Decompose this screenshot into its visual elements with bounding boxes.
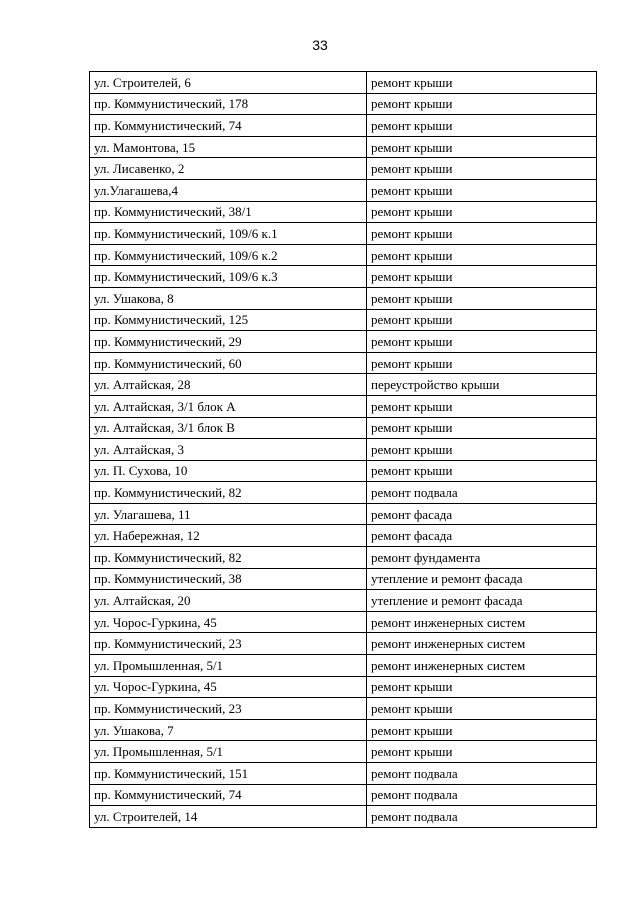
address-cell: пр. Коммунистический, 82 [90,482,367,504]
address-cell: ул. П. Сухова, 10 [90,460,367,482]
table-row [90,309,597,331]
work-type-cell: ремонт крыши [367,158,597,180]
work-type-cell: ремонт крыши [367,179,597,201]
work-type-cell: ремонт крыши [367,352,597,374]
address-cell: пр. Коммунистический, 60 [90,352,367,374]
address-cell: ул. Чорос-Гуркина, 45 [90,611,367,633]
work-type-cell: ремонт крыши [367,676,597,698]
table-row [90,719,597,741]
table-row [90,611,597,633]
work-type-cell: ремонт крыши [367,72,597,94]
address-cell: пр. Коммунистический, 23 [90,633,367,655]
work-type-cell: утепление и ремонт фасада [367,590,597,612]
address-cell: пр. Коммунистический, 109/6 к.2 [90,244,367,266]
work-type-cell: ремонт крыши [367,93,597,115]
repairs-table-body [90,72,597,828]
table-row [90,179,597,201]
address-cell: ул. Мамонтова, 15 [90,136,367,158]
table-row [90,676,597,698]
table-row [90,244,597,266]
work-type-cell: ремонт крыши [367,417,597,439]
work-type-cell: ремонт крыши [367,287,597,309]
table-row [90,158,597,180]
table-row [90,439,597,461]
address-cell: пр. Коммунистический, 109/6 к.1 [90,223,367,245]
address-cell: пр. Коммунистический, 74 [90,115,367,137]
table-row [90,417,597,439]
repairs-table [89,71,597,828]
address-cell: ул. Алтайская, 28 [90,374,367,396]
work-type-cell: утепление и ремонт фасада [367,568,597,590]
work-type-cell: ремонт инженерных систем [367,611,597,633]
table-row [90,331,597,353]
work-type-cell: ремонт крыши [367,698,597,720]
table-row [90,93,597,115]
address-cell: ул.Улагашева,4 [90,179,367,201]
address-cell: ул. Лисавенко, 2 [90,158,367,180]
address-cell: пр. Коммунистический, 109/6 к.3 [90,266,367,288]
work-type-cell: ремонт крыши [367,395,597,417]
work-type-cell: ремонт крыши [367,266,597,288]
table-row [90,568,597,590]
address-cell: пр. Коммунистический, 38/1 [90,201,367,223]
address-cell: ул. Чорос-Гуркина, 45 [90,676,367,698]
address-cell: ул. Алтайская, 3/1 блок В [90,417,367,439]
table-row [90,503,597,525]
work-type-cell: ремонт крыши [367,136,597,158]
address-cell: ул. Алтайская, 20 [90,590,367,612]
table-row [90,201,597,223]
work-type-cell: ремонт инженерных систем [367,655,597,677]
table-row [90,741,597,763]
table-row [90,223,597,245]
work-type-cell: ремонт крыши [367,115,597,137]
work-type-cell: ремонт крыши [367,741,597,763]
work-type-cell: ремонт крыши [367,331,597,353]
work-type-cell: переустройство крыши [367,374,597,396]
table-row [90,806,597,828]
address-cell: пр. Коммунистический, 38 [90,568,367,590]
table-row [90,784,597,806]
work-type-cell: ремонт фасада [367,503,597,525]
address-cell: пр. Коммунистический, 74 [90,784,367,806]
work-type-cell: ремонт крыши [367,309,597,331]
address-cell: ул. Строителей, 14 [90,806,367,828]
work-type-cell: ремонт крыши [367,201,597,223]
address-cell: ул. Ушакова, 7 [90,719,367,741]
address-cell: пр. Коммунистический, 151 [90,763,367,785]
table-row [90,525,597,547]
table-row [90,266,597,288]
address-cell: ул. Ушакова, 8 [90,287,367,309]
address-cell: ул. Промышленная, 5/1 [90,655,367,677]
table-row [90,72,597,94]
table-row [90,374,597,396]
table-row [90,460,597,482]
work-type-cell: ремонт подвала [367,784,597,806]
work-type-cell: ремонт крыши [367,460,597,482]
table-row [90,395,597,417]
table-row [90,115,597,137]
table-row [90,590,597,612]
table-row [90,633,597,655]
address-cell: ул. Набережная, 12 [90,525,367,547]
address-cell: пр. Коммунистический, 23 [90,698,367,720]
address-cell: ул. Алтайская, 3/1 блок А [90,395,367,417]
table-row [90,287,597,309]
address-cell: пр. Коммунистический, 178 [90,93,367,115]
table-row [90,482,597,504]
table-row [90,136,597,158]
work-type-cell: ремонт крыши [367,223,597,245]
address-cell: ул. Улагашева, 11 [90,503,367,525]
address-cell: ул. Промышленная, 5/1 [90,741,367,763]
table-row [90,763,597,785]
work-type-cell: ремонт крыши [367,439,597,461]
work-type-cell: ремонт крыши [367,244,597,266]
address-cell: пр. Коммунистический, 82 [90,547,367,569]
address-cell: пр. Коммунистический, 125 [90,309,367,331]
work-type-cell: ремонт подвала [367,482,597,504]
work-type-cell: ремонт фундамента [367,547,597,569]
page-number: 33 [312,37,328,53]
work-type-cell: ремонт крыши [367,719,597,741]
work-type-cell: ремонт подвала [367,763,597,785]
address-cell: пр. Коммунистический, 29 [90,331,367,353]
table-row [90,655,597,677]
work-type-cell: ремонт инженерных систем [367,633,597,655]
work-type-cell: ремонт подвала [367,806,597,828]
work-type-cell: ремонт фасада [367,525,597,547]
table-row [90,547,597,569]
address-cell: ул. Алтайская, 3 [90,439,367,461]
table-row [90,352,597,374]
table-row [90,698,597,720]
address-cell: ул. Строителей, 6 [90,72,367,94]
